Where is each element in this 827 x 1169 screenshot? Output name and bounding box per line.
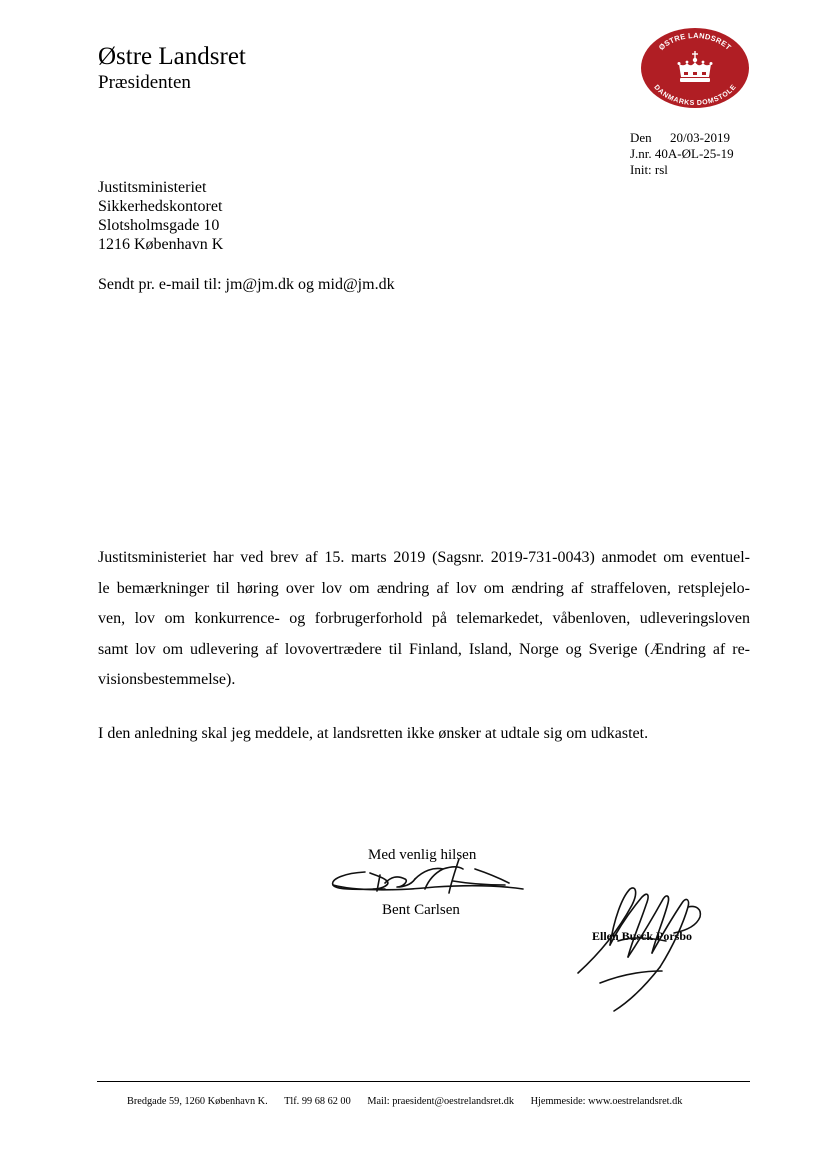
body-paragraph-2 [98, 719, 750, 750]
date-line [630, 130, 734, 146]
court-seal-logo [640, 27, 750, 109]
handwritten-signature-bent-carlsen [325, 845, 525, 925]
footer-address: Bredgade 59, 1260 København K. [127, 1096, 268, 1107]
sent-by-email-line: Sendt pr. e-mail til: jm@jm.dk og mid@jm.dk [98, 276, 395, 293]
signer-name: Bent Carlsen [382, 902, 460, 918]
paragraph-line: le bemærkninger til høring over lov om ændring af lov om ændring af straffeloven, retsplejelo- [98, 579, 750, 597]
footer-divider [97, 1081, 750, 1082]
recipient-line: Sikkerhedskontoret [98, 198, 223, 215]
footer [127, 1096, 682, 1108]
letter-date: 20/03-2019 [670, 130, 730, 145]
handwritten-signature-ellen-busck-porsbo [570, 875, 720, 1015]
recipient-address [98, 178, 223, 254]
initials: Init: rsl [630, 162, 668, 177]
case-metadata [630, 130, 734, 178]
body-paragraph-1 [98, 543, 750, 696]
footer-phone: Tlf. 99 68 62 00 [284, 1096, 351, 1107]
closing-greeting: Med venlig hilsen [368, 847, 477, 863]
seal-bottom-text: DANMARKS DOMSTOLE [652, 83, 738, 108]
recipient-line: Slotsholmsgade 10 [98, 217, 220, 234]
paragraph-line: ven, lov om konkurrence- og forbrugerforhold på telemarkedet, våbenloven, udleveringsloven [98, 610, 750, 627]
paragraph-line: I den anledning skal jeg meddele, at landsretten ikke ønsker at udtale sig om udkastet. [98, 725, 649, 742]
footer-website: Hjemmeside: www.oestrelandsret.dk [530, 1096, 683, 1107]
paragraph-line: Justitsministeriet har ved brev af 15. marts 2019 (Sagsnr. 2019-731-0043) anmodet om eventuel- [98, 549, 750, 566]
recipient-line: 1216 København K [98, 236, 224, 253]
seal-top-text: ØSTRE LANDSRET [656, 30, 734, 53]
paragraph-line: visionsbestemmelse). [98, 671, 236, 688]
paragraph-line: samt lov om udlevering af lovovertrædere til Finland, Island, Norge og Sverige (Ændring af re- [98, 640, 750, 658]
journal-number: J.nr. 40A-ØL-25-19 [630, 146, 734, 161]
second-signer-name: Ellen Busck Porsbo [592, 929, 693, 943]
recipient-line: Justitsministeriet [98, 179, 207, 196]
court-name: Østre Landsret [98, 43, 246, 70]
date-label: Den [630, 130, 652, 145]
court-role: Præsidenten [98, 72, 191, 93]
footer-email: Mail: praesident@oestrelandsret.dk [367, 1096, 515, 1107]
